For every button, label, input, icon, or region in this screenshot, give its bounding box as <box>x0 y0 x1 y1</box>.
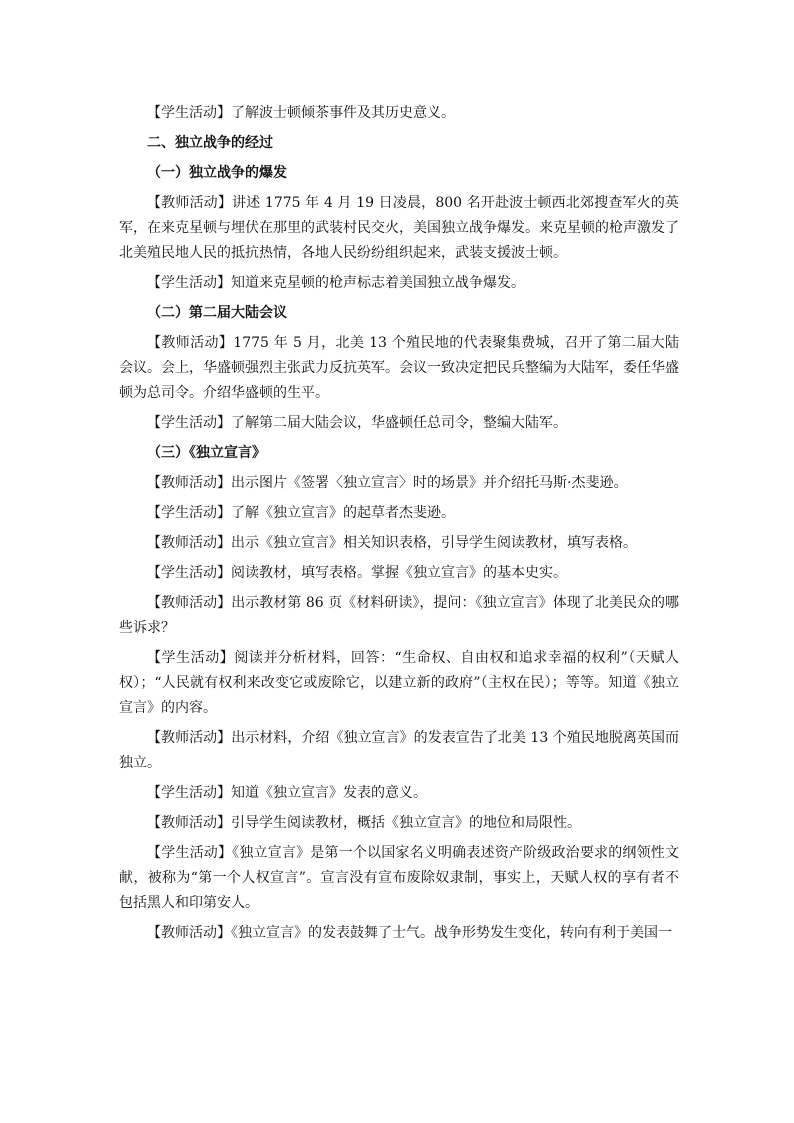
subsection-heading: （二）第二届大陆会议 <box>147 305 287 321</box>
student-activity-paragraph: 【学生活动】了解第二届大陆会议，华盛顿任总司令，整编大陆军。 <box>147 415 567 431</box>
teacher-activity-paragraph: 【教师活动】出示《独立宣言》相关知识表格，引导学生阅读教材，填写表格。 <box>147 535 637 551</box>
teacher-activity-paragraph: 【教师活动】1775 年 5 月，北美 13 个殖民地的代表聚集费城，召开了第二届大陆会议。会上，华盛顿强烈主张武力反抗英军。会议一致决定把民兵整编为大陆军，委任华盛顿为总司令。介绍华盛顿的生平。 <box>119 335 679 401</box>
student-activity-paragraph: 【学生活动】了解《独立宣言》的起草者杰斐逊。 <box>147 505 455 521</box>
student-activity-paragraph: 【学生活动】知道《独立宣言》发表的意义。 <box>147 785 427 801</box>
student-activity-paragraph: 【学生活动】《独立宣言》是第一个以国家名义明确表述资产阶级政治要求的纲领性文献，被称为“第一个人权宣言”。宣言没有宣布废除奴隶制，事实上，天赋人权的享有者不包括黑人和印第安人。 <box>119 845 679 911</box>
student-activity-paragraph: 【学生活动】知道来克星顿的枪声标志着美国独立战争爆发。 <box>147 275 525 291</box>
student-activity-paragraph: 【学生活动】阅读教材，填写表格。掌握《独立宣言》的基本史实。 <box>147 565 567 581</box>
section-heading: 二、独立战争的经过 <box>147 135 273 151</box>
student-activity-paragraph: 【学生活动】了解波士顿倾茶事件及其历史意义。 <box>147 105 455 121</box>
subsection-heading: （三）《独立宣言》 <box>147 445 266 461</box>
teacher-activity-paragraph: 【教师活动】讲述 1775 年 4 月 19 日凌晨，800 名开赴波士顿西北郊搜查军火的英军，在来克星顿与埋伏在那里的武装村民交火，美国独立战争爆发。来克星顿的枪声激发了北美殖民地人民的抵抗热情，各地人民纷纷组织起来，武装支援波士顿。 <box>119 195 679 261</box>
teacher-activity-paragraph: 【教师活动】出示材料，介绍《独立宣言》的发表宣告了北美 13 个殖民地脱离英国而独立。 <box>119 730 679 771</box>
document-body <box>119 101 679 951</box>
student-activity-paragraph: 【学生活动】阅读并分析材料，回答：“生命权、自由权和追求幸福的权利”（天赋人权）；“人民就有权利来改变它或废除它，以建立新的政府”（主权在民）；等等。知道《独立宣言》的内容。 <box>119 650 679 716</box>
teacher-activity-paragraph: 【教师活动】引导学生阅读教材，概括《独立宣言》的地位和局限性。 <box>147 815 581 831</box>
teacher-activity-paragraph: 【教师活动】出示教材第 86 页《材料研读》，提问：《独立宣言》体现了北美民众的哪些诉求？ <box>119 595 679 636</box>
subsection-heading: （一）独立战争的爆发 <box>147 165 287 181</box>
teacher-activity-paragraph: 【教师活动】《独立宣言》的发表鼓舞了士气。战争形势发生变化，转向有利于美国一 <box>147 925 672 941</box>
teacher-activity-paragraph: 【教师活动】出示图片《签署〈独立宣言〉时的场景》并介绍托马斯·杰斐逊。 <box>147 475 628 491</box>
